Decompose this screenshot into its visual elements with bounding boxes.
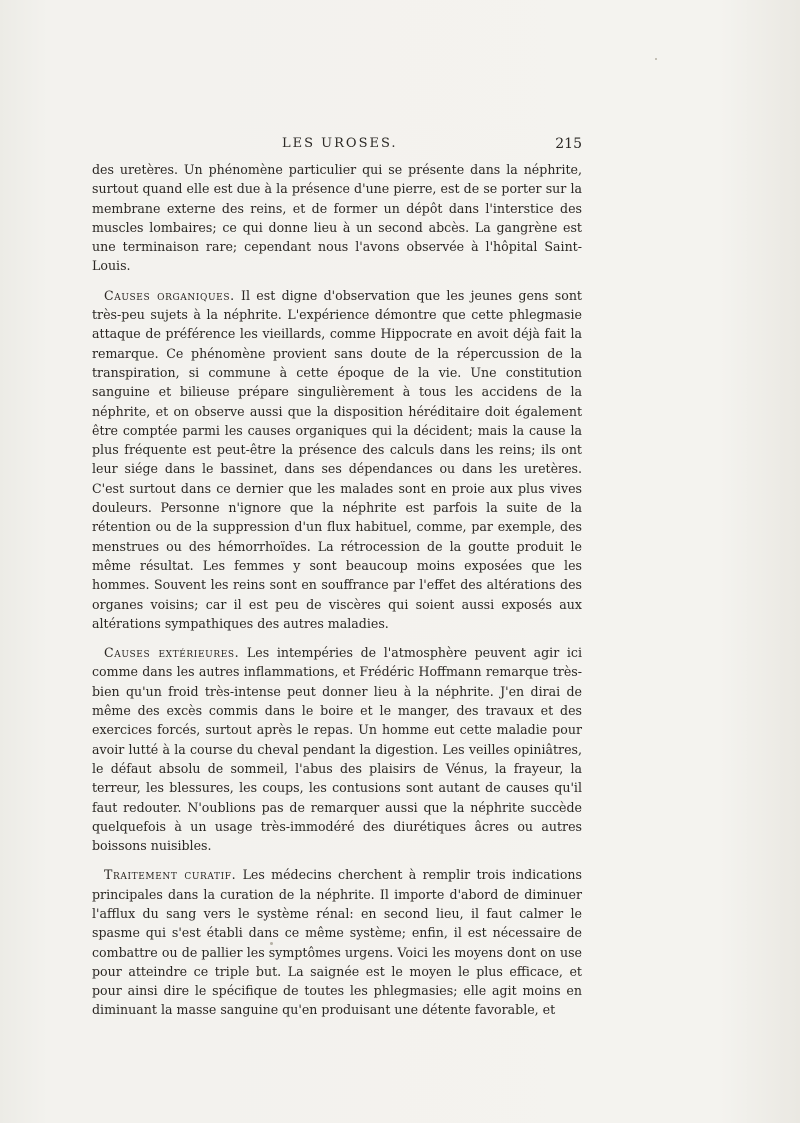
paragraph-nephritis-complications [92, 160, 582, 276]
paragraph-text: Les intempéries de l'atmosphère peuvent agir ici comme dans les autres inflammations, et Frédéric Hoffmann remarque très-bien qu'un froid très-intense peut donner lieu à la néphrite. J'en dirai de même des excès commis dans le boire et le manger, des travaux et des exercices forcés, surtout après le repas. Un homme eut cette maladie pour avoir lutté à la course du cheval pendant la digestion. Les veilles opiniâtres, le défaut absolu de sommeil, l'abus des plaisirs de Vénus, la frayeur, la terreur, les blessures, les coups, les contusions sont autant de causes qu'il faut redouter. N'oublions pas de remarquer aussi que la néphrite succède quelquefois à un usage très-immodéré des diurétiques âcres ou autres boissons nuisibles. [92, 645, 582, 854]
body-text [92, 160, 582, 1030]
page-header [92, 136, 582, 158]
section-heading: Traitement curatif. [104, 867, 237, 883]
paragraph-traitement-curatif [92, 865, 582, 1019]
running-title: LES UROSES. [282, 136, 398, 151]
paper-speck [270, 942, 273, 945]
paragraph-text: Il est digne d'observation que les jeunes gens sont très-peu sujets à la néphrite. L'expérience démontre que cette phlegmasie attaque de préférence les vieillards, comme Hippocrate en avoit déjà fait la remarque. Ce phénomène provient sans doute de la répercussion de la transpiration, si commune à cette époque de la vie. Une constitution sanguine et bilieuse prépare singulièrement à tous les accidens de la néphrite, et on observe aussi que la disposition héréditaire doit également être comptée parmi les causes organiques qui la décident; mais la cause la plus fréquente est peut-être la présence des calculs dans les reins; ils ont leur siége dans le bassinet, dans ses dépendances ou dans les uretères. C'est surtout dans ce dernier que les malades sont en proie aux plus vives douleurs. Personne n'ignore que la néphrite est parfois la suite de la rétention ou de la suppression d'un flux habituel, comme, par exemple, des menstrues ou des hémorrhoïdes. La rétrocession de la goutte produit le même résultat. Les femmes y sont beaucoup moins exposées que les hommes. Souvent les reins sont en souffrance par l'effet des altérations des organes voisins; car il est peu de viscères qui soient aussi exposés aux altérations sympathiques des autres maladies. [92, 287, 582, 631]
paragraph-causes-organiques [92, 286, 582, 633]
paragraph-causes-exterieures [92, 643, 582, 855]
page-number: 215 [555, 136, 582, 152]
paragraph-text: Les médecins cherchent à remplir trois indications principales dans la curation de la néphrite. Il importe d'abord de diminuer l'afflux du sang vers le système rénal: en second lieu, il faut calmer le spasme qui s'est établi dans ce même système; enfin, il est nécessaire de combattre ou de pallier les symptômes urgens. Voici les moyens dont on use pour atteindre ce triple but. La saignée est le moyen le plus efficace, et pour ainsi dire le spécifique de toutes les phlegmasies; elle agit moins en diminuant la masse sanguine qu'en produisant une détente favorable, et [92, 867, 582, 1018]
paper-speck [655, 58, 657, 60]
section-heading: Causes extérieures. [104, 645, 240, 661]
paragraph-text: des uretères. Un phénomène particulier qui se présente dans la néphrite, surtout quand elle est due à la présence d'une pierre, est de se porter sur la membrane externe des reins, et de former un dépôt dans l'interstice des muscles lombaires; ce qui donne lieu à un second abcès. La gangrène est une terminaison rare; cependant nous l'avons observée à l'hôpital Saint-Louis. [92, 162, 582, 274]
section-heading: Causes organiques. [104, 287, 235, 303]
